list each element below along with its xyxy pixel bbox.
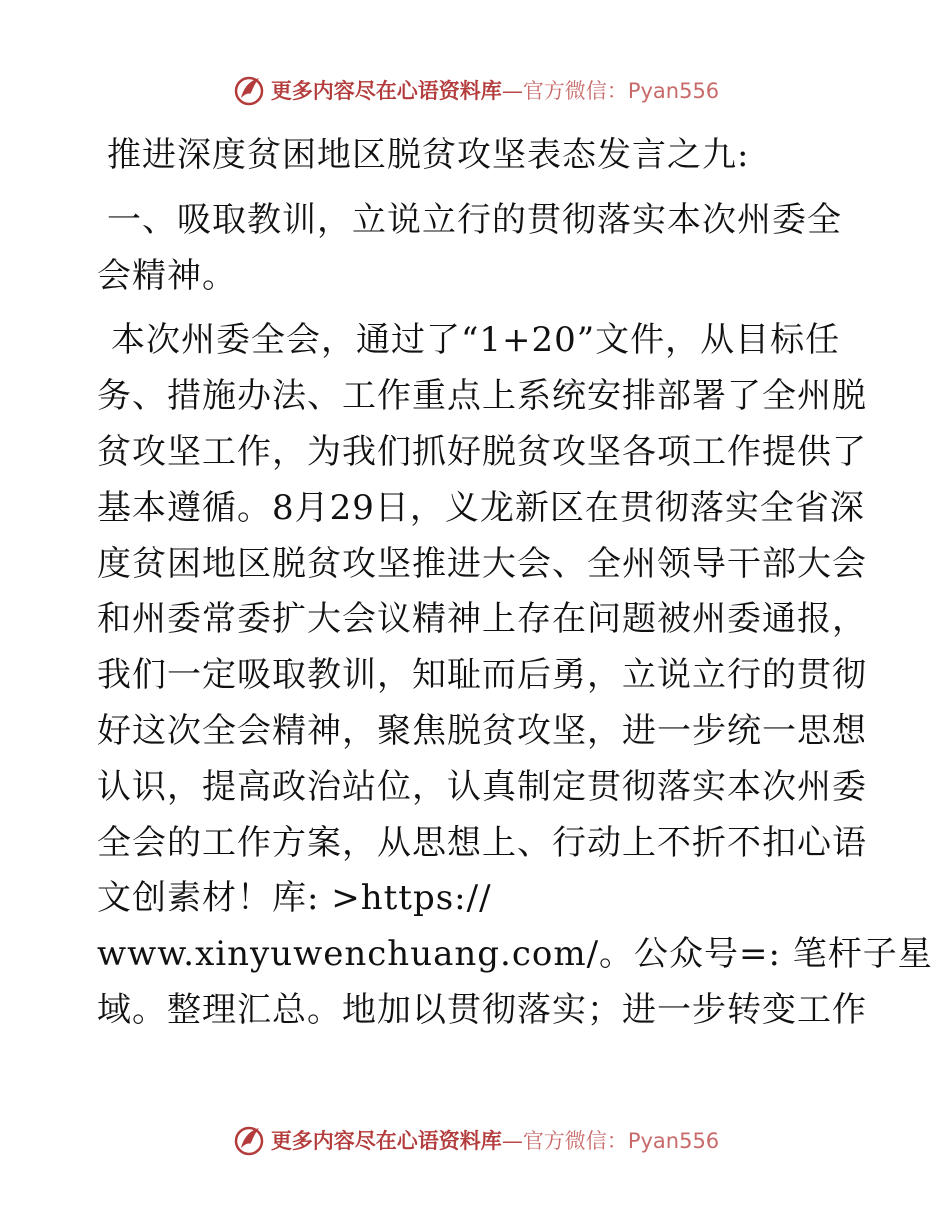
body-line: 全会的工作方案，从思想上、行动上不折不扣心语	[97, 822, 867, 863]
body-line: 贫攻坚工作，为我们抓好脱贫攻坚各项工作提供了	[97, 431, 867, 472]
body-line: 本次州委全会，通过了“1+20”文件，从目标任	[111, 320, 841, 361]
body-line: 认识，提高政治站位，认真制定贯彻落实本次州委	[97, 766, 867, 807]
body-line: 基本遵循。8月29日，义龙新区在贯彻落实全省深	[97, 487, 865, 528]
watermark-wechat-label: 官方微信：	[522, 1129, 628, 1153]
document-body	[97, 128, 933, 1039]
body-line: 和州委常委扩大会议精神上存在问题被州委通报，	[97, 599, 867, 640]
header-watermark	[0, 70, 950, 110]
watermark-wechat-label: 官方微信：	[522, 79, 628, 103]
title-line: 推进深度贫困地区脱贫攻坚表态发言之九:	[107, 135, 750, 175]
document-title	[97, 128, 857, 184]
watermark-separator: —	[501, 79, 523, 103]
body-line: 文创素材！库: >https://	[97, 878, 492, 919]
body-line: 好这次全会精神，聚焦脱贫攻坚，进一步统一思想	[97, 710, 867, 751]
body-line: 度贫困地区脱贫攻坚推进大会、全州领导干部大会	[97, 543, 867, 584]
watermark-wechat-id: Pyan556	[627, 79, 720, 103]
watermark-wechat-id: Pyan556	[627, 1129, 720, 1153]
brand-logo-icon	[231, 1122, 267, 1158]
watermark-text	[271, 75, 719, 105]
body-line: 我们一定吸取教训，知耻而后勇，立说立行的贯彻	[97, 655, 867, 696]
body-line: www.xinyuwenchuang.com/。公众号=: 笔杆子星	[97, 934, 933, 975]
section-line: 一、吸取教训，立说立行的贯彻落实本次州委全	[107, 199, 842, 240]
body-line: 务、措施办法、工作重点上系统安排部署了全州脱	[97, 376, 867, 417]
brand-logo-icon	[231, 72, 267, 108]
footer-watermark	[0, 1120, 950, 1160]
body-line: 域。整理汇总。地加以贯彻落实；进一步转变工作	[97, 989, 867, 1030]
watermark-separator: —	[501, 1129, 523, 1153]
section-heading-1	[97, 193, 857, 305]
body-paragraph	[97, 313, 933, 1038]
watermark-brand: 更多内容尽在心语资料库	[270, 79, 502, 103]
watermark-brand: 更多内容尽在心语资料库	[270, 1129, 502, 1153]
watermark-text	[271, 1125, 719, 1155]
section-line: 会精神。	[97, 255, 237, 296]
